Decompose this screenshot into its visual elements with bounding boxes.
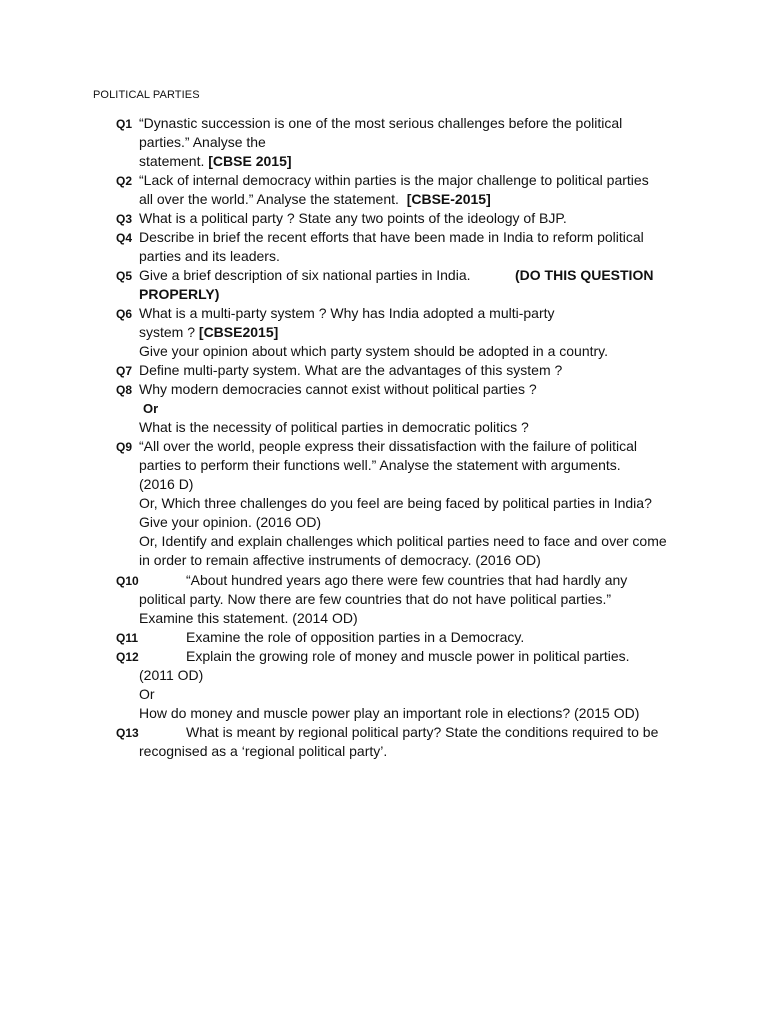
question-number: Q9 <box>116 440 133 454</box>
emphasis-note: (DO THIS QUESTION <box>515 267 654 283</box>
question-text: “Dynastic succession is one of the most serious challenges before the political <box>139 115 623 131</box>
question-text: system ? [CBSE2015] <box>139 324 279 340</box>
question-text: Define multi-party system. What are the advantages of this system ? <box>139 362 563 378</box>
question-text: (2011 OD) <box>139 667 204 683</box>
question-number: Q4 <box>116 231 133 245</box>
question-text: political party. Now there are few countries that do not have political parties.” <box>139 591 612 607</box>
question-number: Q13 <box>116 726 139 740</box>
question-text: Why modern democracies cannot exist without political parties ? <box>139 381 537 397</box>
question-text: Examine the role of opposition parties in a Democracy. <box>186 629 525 645</box>
question-text: recognised as a ‘regional political party’. <box>139 743 388 759</box>
page-title: POLITICAL PARTIES <box>93 89 200 101</box>
source-tag: [CBSE2015] <box>198 324 279 340</box>
source-tag: [CBSE 2015] <box>208 153 292 169</box>
question-number: Q6 <box>116 307 133 321</box>
question-text: What is a political party ? State any two points of the ideology of BJP. <box>139 210 567 226</box>
question-number: Q10 <box>116 574 139 588</box>
emphasis-note: PROPERLY) <box>139 286 220 302</box>
question-text: How do money and muscle power play an important role in elections? (2015 OD) <box>139 705 640 721</box>
question-text: all over the world.” Analyse the statement. [CBSE-2015] <box>139 191 491 207</box>
question-text: Or, Identify and explain challenges which political parties need to face and over come <box>139 533 667 549</box>
question-text: Give a brief description of six national parties in India. <box>139 267 471 283</box>
question-text: Give your opinion. (2016 OD) <box>139 514 322 530</box>
question-text: “All over the world, people express their dissatisfaction with the failure of political <box>139 438 638 454</box>
question-text: in order to remain affective instruments of democracy. (2016 OD) <box>139 552 541 568</box>
or-separator: Or <box>143 401 159 416</box>
question-number: Q5 <box>116 269 133 283</box>
question-text: Give your opinion about which party system should be adopted in a country. <box>139 343 609 359</box>
question-text: “Lack of internal democracy within parties is the major challenge to political parties <box>139 172 649 188</box>
question-number: Q2 <box>116 174 133 188</box>
question-number: Q11 <box>116 631 139 645</box>
question-number: Q3 <box>116 212 133 226</box>
question-text: parties and its leaders. <box>139 248 280 264</box>
question-text: “About hundred years ago there were few countries that had hardly any <box>186 572 628 588</box>
question-number: Q12 <box>116 650 139 664</box>
question-text: Or, Which three challenges do you feel are being faced by political parties in India? <box>139 495 652 511</box>
question-text: What is a multi-party system ? Why has India adopted a multi-party <box>139 305 555 321</box>
question-text: (2016 D) <box>139 476 194 492</box>
question-text: What is the necessity of political parties in democratic politics ? <box>139 419 529 435</box>
question-number: Q1 <box>116 117 133 131</box>
question-number: Q7 <box>116 364 133 378</box>
question-text: statement. [CBSE 2015] <box>139 153 292 169</box>
question-text: Describe in brief the recent efforts that have been made in India to reform political <box>139 229 644 245</box>
source-tag: [CBSE-2015] <box>406 191 491 207</box>
question-text: parties to perform their functions well.” Analyse the statement with arguments. <box>139 457 621 473</box>
question-number: Q8 <box>116 383 133 397</box>
question-text: parties.” Analyse the <box>139 134 266 150</box>
question-text: Explain the growing role of money and muscle power in political parties. <box>186 648 630 664</box>
or-separator: Or <box>139 686 155 702</box>
question-text: Examine this statement. (2014 OD) <box>139 610 358 626</box>
question-text: What is meant by regional political party? State the conditions required to be <box>186 724 659 740</box>
